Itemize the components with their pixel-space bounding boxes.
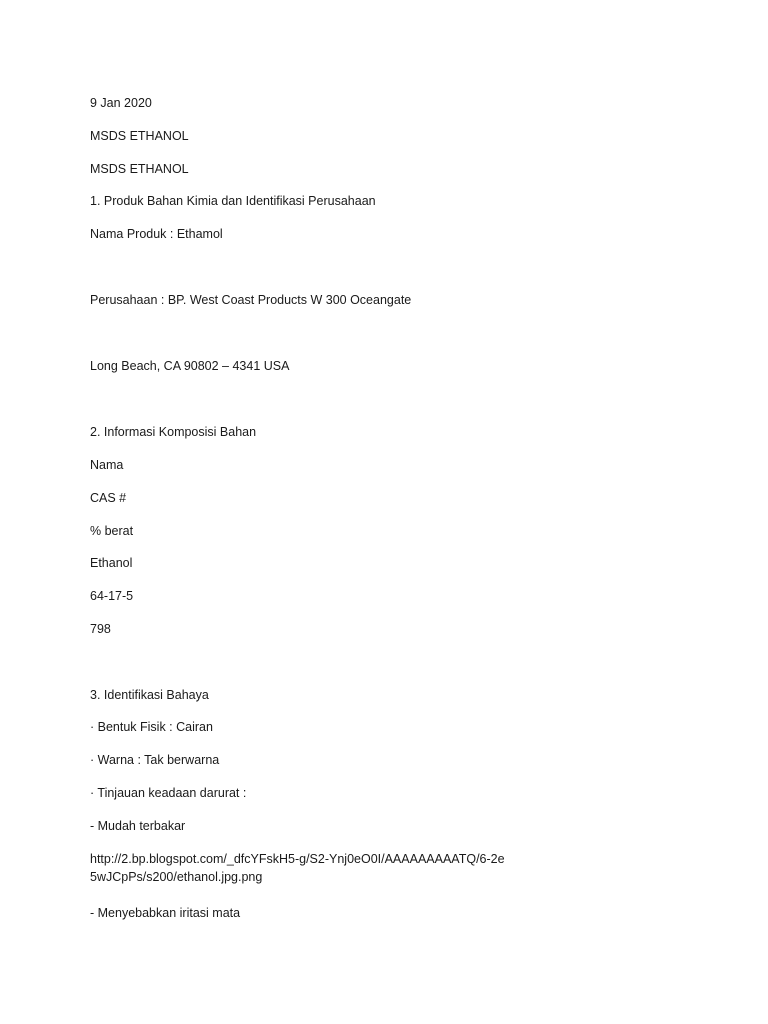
composition-cas-value: 64-17-5	[90, 589, 134, 603]
section-heading-3: 3. Identifikasi Bahaya	[90, 688, 209, 702]
section-heading-2: 2. Informasi Komposisi Bahan	[90, 425, 257, 439]
emergency-overview-line: · Tinjauan keadaan darurat :	[90, 786, 247, 800]
company-line: Perusahaan : BP. West Coast Products W 300 Oceangate	[90, 293, 412, 307]
document-title: MSDS ETHANOL	[90, 129, 189, 143]
product-name-line: Nama Produk : Ethamol	[90, 227, 223, 241]
composition-name-header: Nama	[90, 458, 124, 472]
flammable-line: - Mudah terbakar	[90, 819, 186, 833]
composition-name-value: Ethanol	[90, 556, 133, 570]
composition-weight-value: 798	[90, 622, 111, 636]
composition-cas-header: CAS #	[90, 491, 127, 505]
section-heading-1: 1. Produk Bahan Kimia dan Identifikasi Perusahaan	[90, 194, 376, 208]
image-url-text: http://2.bp.blogspot.com/_dfcYFskH5-g/S2-Ynj0eO0I/AAAAAAAAATQ/6-2e5wJCpPs/s200/ethanol.jpg.png	[90, 852, 505, 884]
color-line: · Warna : Tak berwarna	[90, 753, 220, 767]
document-subtitle: MSDS ETHANOL	[90, 162, 189, 176]
eye-irritation-line: - Menyebabkan iritasi mata	[90, 906, 241, 920]
address-line: Long Beach, CA 90802 – 4341 USA	[90, 359, 290, 373]
composition-weight-header: % berat	[90, 524, 134, 538]
physical-form-line: · Bentuk Fisik : Cairan	[90, 720, 213, 734]
document-date: 9 Jan 2020	[90, 96, 152, 110]
